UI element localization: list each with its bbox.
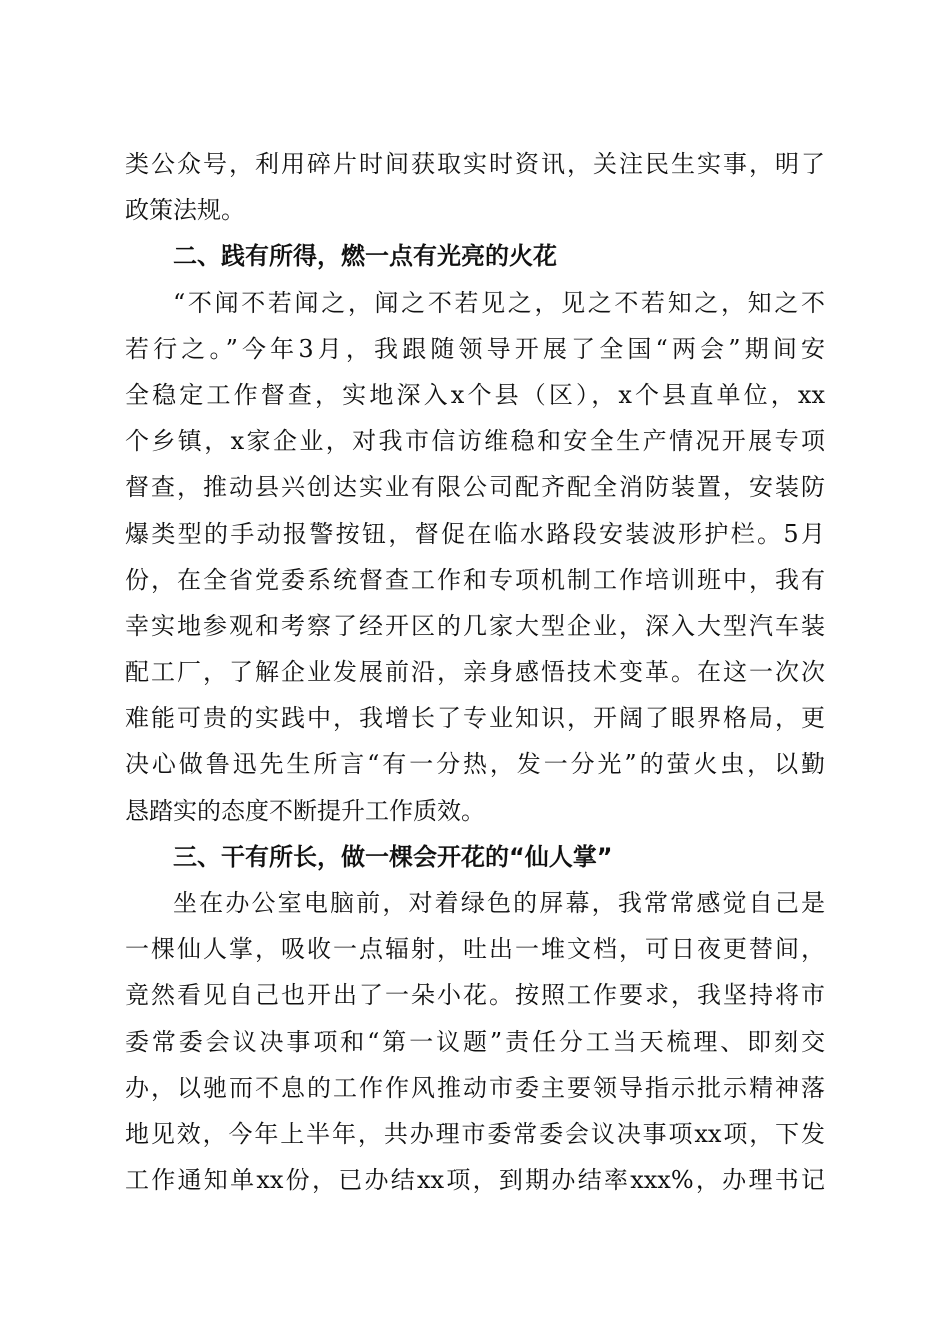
section-heading-2: 二、践有所得，燃一点有光亮的火花 <box>173 242 557 271</box>
body-line: 全稳定工作督查，实地深入x个县（区），x个县直单位，xx <box>125 380 825 409</box>
body-line: 恳踏实的态度不断提升工作质效。 <box>125 796 485 825</box>
body-line: 地见效，今年上半年，共办理市委常委会议决事项xx项，下发 <box>125 1119 825 1148</box>
document-page <box>125 141 825 1203</box>
body-line: 份，在全省党委系统督查工作和专项机制工作培训班中，我有 <box>125 565 825 594</box>
body-line: 督查，推动县兴创达实业有限公司配齐配全消防装置，安装防 <box>125 473 825 502</box>
body-line: 政策法规。 <box>125 196 245 225</box>
paragraph-start-line: “不闻不若闻之，闻之不若见之，见之不若知之，知之不 <box>173 288 825 317</box>
body-line: 幸实地参观和考察了经开区的几家大型企业，深入大型汽车装 <box>125 611 825 640</box>
body-line: 一棵仙人掌，吸收一点辐射，吐出一堆文档，可日夜更替间， <box>125 935 825 964</box>
body-line: 类公众号，利用碎片时间获取实时资讯，关注民生实事，明了 <box>125 150 825 178</box>
body-line: 难能可贵的实践中，我增长了专业知识，开阔了眼界格局，更 <box>125 704 825 733</box>
body-line: 决心做鲁迅先生所言“有一分热，发一分光”的萤火虫，以勤 <box>125 750 825 779</box>
body-line: 工作通知单xx份，已办结xx项，到期办结率xxx%，办理书记 <box>125 1166 825 1195</box>
body-line: 个乡镇，x家企业，对我市信访维稳和安全生产情况开展专项 <box>125 427 825 456</box>
body-line: 委常委会议决事项和“第一议题”责任分工当天梳理、即刻交 <box>125 1027 825 1056</box>
body-line: 办，以驰而不息的工作作风推动市委主要领导指示批示精神落 <box>125 1073 825 1102</box>
body-line: 竟然看见自己也开出了一朵小花。按照工作要求，我坚持将市 <box>125 981 825 1010</box>
section-heading-3: 三、干有所长，做一棵会开花的“仙人掌” <box>173 842 613 871</box>
body-line: 若行之。”今年3月，我跟随领导开展了全国“两会”期间安 <box>125 334 825 363</box>
body-line: 爆类型的手动报警按钮，督促在临水路段安装波形护栏。5月 <box>125 519 825 548</box>
paragraph-start-line: 坐在办公室电脑前，对着绿色的屏幕，我常常感觉自己是 <box>173 889 825 917</box>
body-line: 配工厂，了解企业发展前沿，亲身感悟技术变革。在这一次次 <box>125 658 825 687</box>
